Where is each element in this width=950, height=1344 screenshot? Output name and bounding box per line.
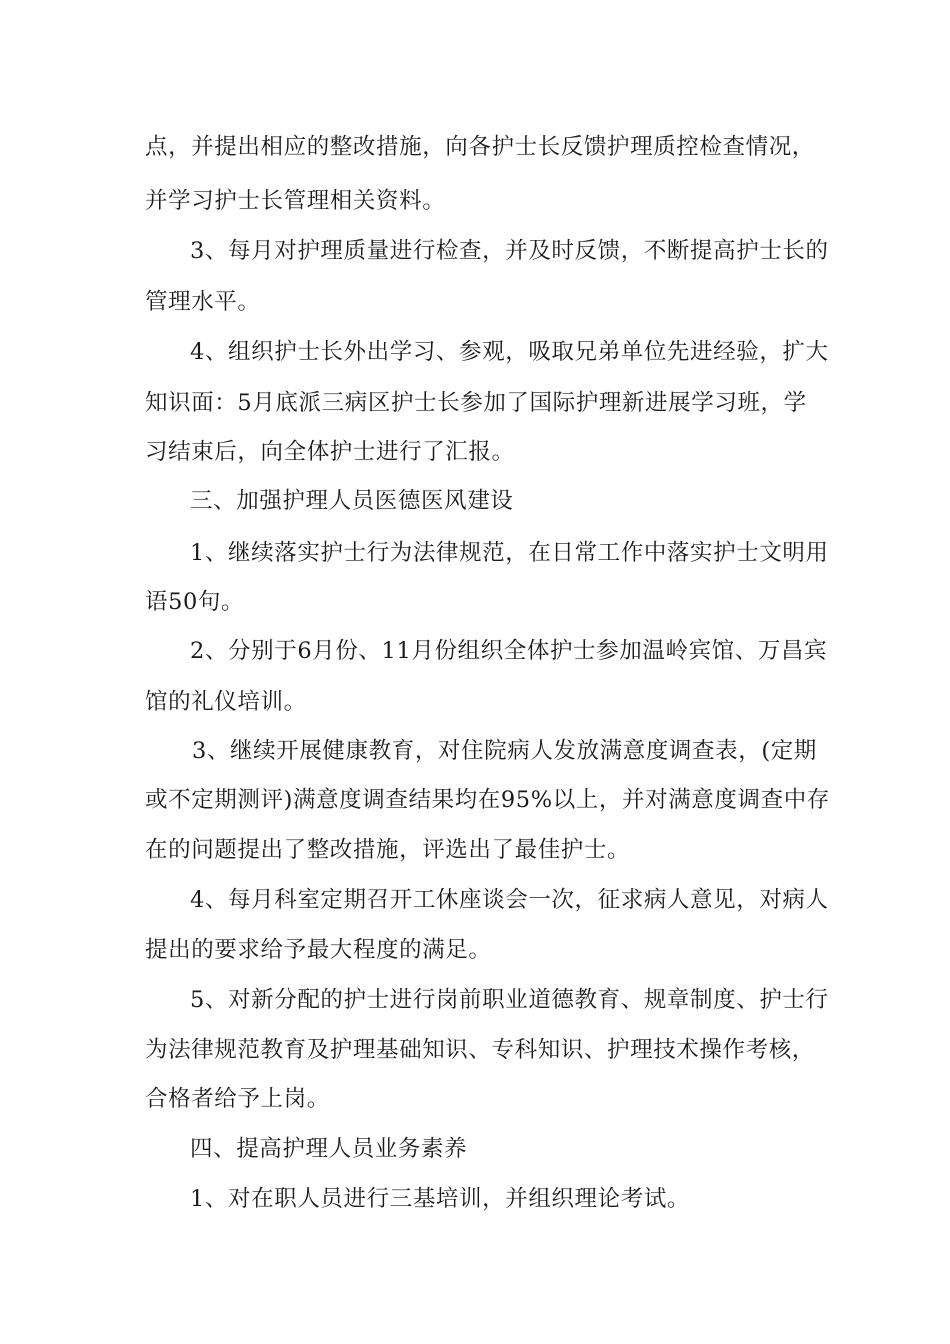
paragraph-item-3b: 3、继续开展健康教育，对住院病人发放满意度调查表，(定期	[192, 738, 817, 764]
text-line: 合格者给予上岗。	[145, 1086, 330, 1112]
text-line: 并学习护士长管理相关资料。	[145, 188, 446, 214]
text-line: 语50句。	[145, 589, 245, 615]
text-line: 点，并提出相应的整改措施，向各护士长反馈护理质控检查情况，	[145, 134, 815, 160]
text-line: 管理水平。	[145, 289, 261, 315]
text-line: 习结束后，向全体护士进行了汇报。	[145, 439, 515, 465]
text-line: 在的问题提出了整改措施，评选出了最佳护士。	[145, 837, 631, 863]
paragraph-item-5: 5、对新分配的护士进行岗前职业道德教育、规章制度、护士行	[190, 987, 829, 1013]
paragraph-item-1: 1、继续落实护士行为法律规范，在日常工作中落实护士文明用	[190, 540, 829, 566]
text-line: 提出的要求给予最大程度的满足。	[145, 937, 492, 963]
text-line: 为法律规范教育及护理基础知识、专科知识、护理技术操作考核，	[145, 1037, 815, 1063]
text-line: 或不定期测评)满意度调查结果均在95%以上，并对满意度调查中存	[145, 787, 830, 813]
paragraph-item-3: 3、每月对护理质量进行检查，并及时反馈，不断提高护士长的	[190, 238, 829, 264]
paragraph-item-1b: 1、对在职人员进行三基培训，并组织理论考试。	[190, 1186, 691, 1212]
section-heading-4: 四、提高护理人员业务素养	[190, 1136, 468, 1162]
paragraph-item-4: 4、组织护士长外出学习、参观，吸取兄弟单位先进经验，扩大	[190, 339, 829, 365]
text-line: 知识面：5月底派三病区护士长参加了国际护理新进展学习班，学	[145, 390, 807, 416]
paragraph-item-4b: 4、每月科室定期召开工休座谈会一次，征求病人意见，对病人	[190, 887, 829, 913]
paragraph-item-2: 2、分别于6月份、11月份组织全体护士参加温岭宾馆、万昌宾	[190, 638, 828, 664]
text-line: 馆的礼仪培训。	[145, 689, 307, 715]
section-heading-3: 三、加强护理人员医德医风建设	[190, 488, 514, 514]
